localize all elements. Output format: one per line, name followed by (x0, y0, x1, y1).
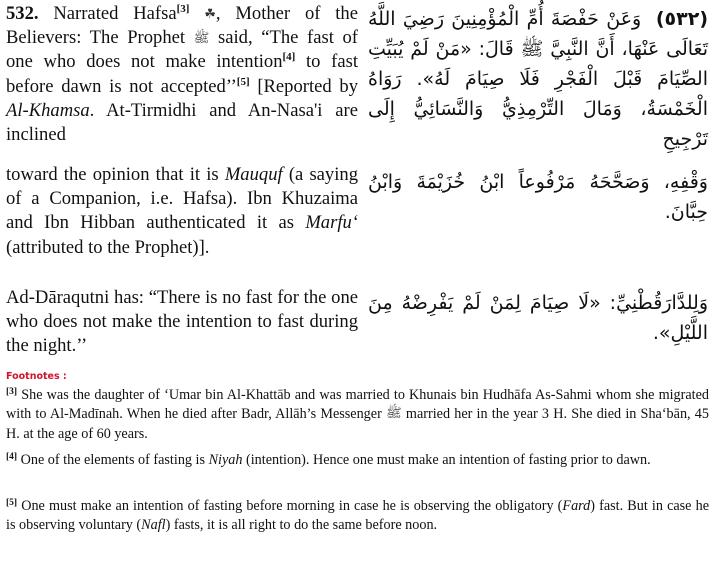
term-nafl: Nafl (141, 517, 166, 534)
hadith-english-intro: 532. Narrated Hafsa[3] ☘, Mother of the Believers: The Prophet ﷺ said, “The fast of one who does not make intention[4] to fast before dawn is not accepted’’[5] [Reported by Al-Khamsa. At-Tirmidhi and An-Nasa'i are inclined (6, 3, 359, 146)
footnote-3: [3] She was the daughter of ‘Umar bin Al-Khattāb and was married to Khunais bin Hudhāfa As-Sahmi whom she migrated with to Al-Madīnah. When he died after Badr, Allāh’s Messenger ﷺ married her in the year 3 H. She died in Sha‘bān, 45 H. at the age of 60 years. (6, 387, 709, 442)
hadith-number: 532. (6, 3, 39, 24)
source-name-al-khamsa: Al-Khamsa (6, 99, 90, 121)
hadith-english-grading: toward the opinion that it is Mauquf (a saying of a Companion, i.e. Hafsa). Ibn Khuzaima and Ibn Hibban authenticated it as Marfu‘ (attributed to the Prophet)]. (6, 164, 358, 258)
term-marfu: Marfu‘ (305, 212, 358, 234)
term-fard: Fard (562, 498, 591, 514)
hadith-english-daraqutni: Ad-Dāraqutni has: “There is no fast for the one who does not make the intention to fast during the night.’’ (6, 287, 358, 357)
footnote-ref-3[interactable]: [3] (176, 3, 190, 15)
footnote-4: [4] One of the elements of fasting is Niyah (intention). Hence one must make an intention of fasting prior to dawn. (6, 452, 651, 468)
hadith-arabic-daraqutni: وَلِلدَّارَقُطْنِيِّ: «لَا صِيَامَ لِمَنْ لَمْ يَفْرِضْهُ مِنَ اللَّيْلِ». (368, 292, 708, 344)
hadith-arabic-number: (٥٣٢) (655, 8, 708, 30)
footnote-ref-5[interactable]: [5] (236, 75, 250, 88)
footnotes-heading: Footnotes : (6, 371, 67, 382)
footnote-marker-4: [4] (6, 452, 18, 462)
footnote-ref-4[interactable]: [4] (282, 51, 296, 64)
footnote-marker-3: [3] (6, 387, 18, 397)
footnote-5: [5] One must make an intention of fasting before morning in case he is observing the obligatory (Fard) fast. But in case he is observing voluntary (Nafl) fasts, it is all right to do the same before noon. (6, 498, 709, 534)
hadith-arabic-intro: (٥٣٢) وَعَنْ حَفْصَةَ أُمِّ الْمُؤْمِنِينَ رَضِيَ اللَّهُ تَعَالَى عَنْهَا، أَنَّ النَّبِيَّ ﷺ قَالَ: «مَنْ لَمْ يُبَيِّتِ الصِّيَامَ قَبْلَ الْفَجْرِ فَلَا صِيَامَ لَهُ». رَوَاهُ الْخَمْسَةُ، وَمَالَ التِّرْمِذِيُّ وَالنَّسَائِيُّ إِلَى تَرْجِيحِ (368, 8, 708, 150)
footnote-marker-5: [5] (6, 498, 18, 508)
term-mauquf: Mauquf (224, 164, 283, 185)
hadith-arabic-grading: وَقْفِهِ، وَصَحَّحَهُ مَرْفُوعاً ابْنُ خُزَيْمَةَ وَابْنُ حِبَّانَ. (368, 171, 708, 223)
radiallahu-anha-icon: ☘ (204, 7, 216, 22)
salallahu-alayhi-wasallam-icon: ﷺ (386, 406, 402, 422)
salallahu-alayhi-wasallam-icon: ﷺ (193, 31, 210, 47)
term-niyah: Niyah (208, 452, 243, 468)
